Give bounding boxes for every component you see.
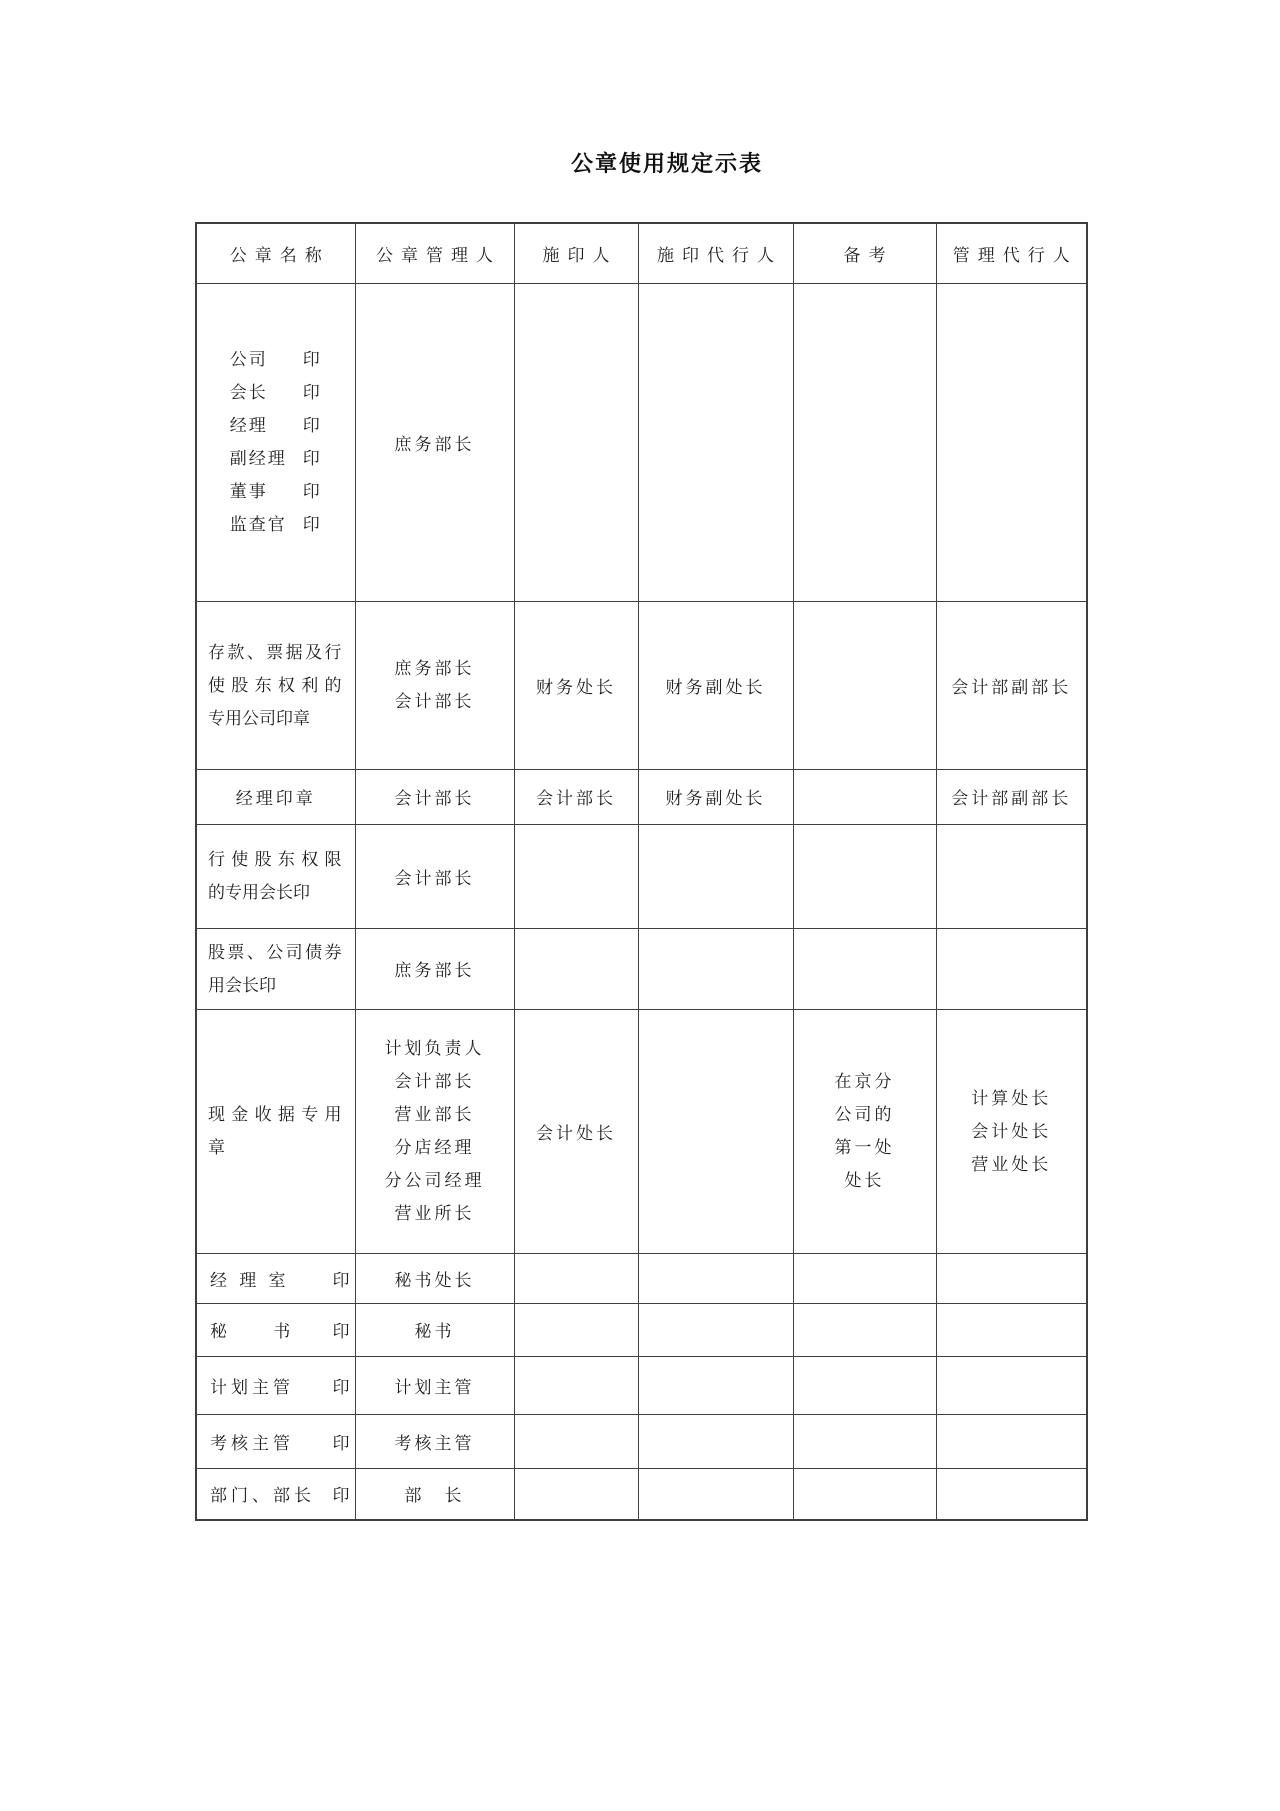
cell-line: 章 [208, 1138, 225, 1157]
table-cell [514, 1253, 638, 1303]
table-cell [196, 1253, 355, 1303]
document-title: 公章使用规定示表 [570, 151, 763, 176]
seal-name: 部门、部长 [210, 1486, 315, 1506]
column-header: 施印代行人 [638, 223, 793, 283]
cell-line: 存款、票据及行 [208, 642, 342, 662]
table-cell [514, 769, 638, 824]
cell-lines [197, 843, 355, 909]
table-cell [638, 1253, 793, 1303]
table-cell [355, 1414, 514, 1468]
table-cell [196, 769, 355, 824]
cell-text: 会计部长 [394, 868, 475, 888]
cell-line: 第一处 [834, 1138, 895, 1157]
seal-line [230, 475, 322, 508]
cell-line: 营业所长 [394, 1204, 475, 1223]
table-cell [196, 928, 355, 1009]
cell-line: 专用公司印章 [208, 708, 310, 728]
cell-line: 现金收据专用 [208, 1105, 342, 1124]
seal-mark: 印 [332, 1377, 350, 1397]
table-cell [355, 1009, 514, 1253]
table-cell [793, 928, 936, 1009]
seal-name: 计划主管 [210, 1377, 294, 1397]
seal-name-block [230, 343, 322, 541]
cell-text: 计划主管 [394, 1377, 475, 1397]
table-cell [355, 601, 514, 769]
cell-line: 庶务部长 [394, 659, 475, 678]
cell-line: 行使股东权限 [208, 850, 342, 869]
table-cell [638, 1468, 793, 1520]
seal-mark: 印 [302, 383, 322, 402]
table-cell [196, 283, 355, 601]
table-cell [638, 1303, 793, 1356]
table-cell [196, 1009, 355, 1253]
seal-mark: 印 [302, 449, 322, 468]
table-cell [936, 1356, 1087, 1414]
seal-name: 副经理 [229, 449, 287, 468]
cell-text: 会计部副部长 [951, 677, 1072, 697]
table-cell [514, 928, 638, 1009]
table-cell [936, 1253, 1087, 1303]
cell-text: 财务处长 [536, 677, 616, 697]
table-cell [196, 824, 355, 928]
table-cell [355, 1253, 514, 1303]
table-cell [793, 1414, 936, 1468]
seal-mark: 印 [332, 1322, 350, 1341]
cell-text: 秘书 [414, 1322, 455, 1341]
table-cell [514, 601, 638, 769]
cell-lines [794, 1065, 936, 1197]
cell-line: 处长 [844, 1171, 885, 1190]
seal-name: 经理 [229, 416, 268, 435]
table-cell [514, 1356, 638, 1414]
cell-line: 会计处长 [971, 1121, 1052, 1141]
cell-text: 会计部副部长 [951, 789, 1072, 808]
column-header: 公章管理人 [355, 223, 514, 283]
table-cell [514, 1468, 638, 1520]
seal-name: 会长 [229, 383, 268, 402]
table-cell [936, 601, 1087, 769]
cell-lines [356, 1032, 514, 1230]
table-cell [196, 1356, 355, 1414]
table-cell [936, 1009, 1087, 1253]
seal-line [230, 508, 322, 541]
cell-text: 秘书处长 [394, 1270, 475, 1290]
cell-line: 计划负责人 [384, 1039, 485, 1058]
table-cell [638, 824, 793, 928]
seal-name: 公司 [229, 350, 268, 369]
seal-usage-table [195, 222, 1088, 1521]
cell-line: 公司的 [834, 1105, 895, 1124]
seal-mark: 印 [302, 515, 322, 534]
cell-lines [197, 936, 355, 1002]
column-header: 管理代行人 [936, 223, 1087, 283]
cell-line: 计算处长 [971, 1088, 1052, 1108]
column-header: 备考 [793, 223, 936, 283]
seal-name: 经 理 室 [210, 1270, 290, 1290]
seal-name: 秘 [210, 1322, 231, 1341]
table-cell [638, 1009, 793, 1253]
table-cell [514, 1414, 638, 1468]
cell-line: 的专用会长印 [208, 883, 310, 902]
table-cell [936, 824, 1087, 928]
table-cell [355, 928, 514, 1009]
table-cell [514, 1303, 638, 1356]
table-cell [793, 1253, 936, 1303]
seal-name: 董事 [229, 482, 268, 501]
table-head [196, 223, 1087, 283]
table-cell [793, 601, 936, 769]
table-cell [514, 283, 638, 601]
table-cell [936, 283, 1087, 601]
cell-text: 会计处长 [536, 1123, 616, 1143]
seal-name: 考核主管 [210, 1433, 294, 1453]
table-cell [793, 769, 936, 824]
table-row [196, 283, 1087, 601]
table-cell [793, 824, 936, 928]
seal-mark: 印 [302, 482, 322, 501]
seal-line [197, 1429, 355, 1454]
seal-mark: 印 [332, 1270, 350, 1290]
cell-line: 使股东权利的 [208, 675, 342, 695]
table-cell [793, 1303, 936, 1356]
cell-lines [937, 1082, 1087, 1181]
seal-mark: 印 [302, 416, 322, 435]
cell-line: 会计部长 [394, 692, 475, 711]
table-cell [638, 1356, 793, 1414]
seal-line [230, 376, 322, 409]
seal-mark: 印 [332, 1433, 350, 1453]
table-row [196, 824, 1087, 928]
cell-lines [197, 636, 355, 735]
seal-mark: 印 [302, 350, 322, 369]
table-row [196, 928, 1087, 1009]
seal-line [230, 343, 322, 376]
table-row [196, 1468, 1087, 1520]
seal-mark: 印 [332, 1486, 350, 1506]
column-header: 施印人 [514, 223, 638, 283]
table-cell [936, 1414, 1087, 1468]
cell-text: 考核主管 [394, 1433, 475, 1453]
table-cell [355, 1356, 514, 1414]
cell-lines [197, 1098, 355, 1164]
seal-line [197, 1317, 355, 1342]
seal-line [197, 1373, 355, 1398]
cell-text: 财务副处长 [665, 677, 766, 697]
table-cell [355, 283, 514, 601]
cell-line: 营业处长 [971, 1154, 1052, 1174]
table-cell [355, 769, 514, 824]
table-cell [793, 1356, 936, 1414]
seal-line [230, 409, 322, 442]
table-cell [638, 769, 793, 824]
table-cell [793, 283, 936, 601]
table-row [196, 601, 1087, 769]
seal-line [230, 442, 322, 475]
table-cell [638, 1414, 793, 1468]
cell-line: 会计部长 [394, 1072, 475, 1091]
table-cell [514, 1009, 638, 1253]
cell-text: 部 长 [404, 1486, 465, 1506]
table-row [196, 1303, 1087, 1356]
cell-text: 庶务部长 [394, 434, 475, 454]
cell-text: 经理印章 [235, 789, 316, 808]
table-cell [196, 601, 355, 769]
seal-name: 监查官 [229, 515, 287, 534]
table-cell [638, 928, 793, 1009]
cell-line: 分公司经理 [384, 1171, 485, 1190]
column-header: 公章名称 [196, 223, 355, 283]
cell-line: 在京分 [834, 1072, 895, 1091]
table-body [196, 283, 1087, 1520]
table-cell [355, 824, 514, 928]
cell-text: 财务副处长 [665, 789, 766, 808]
table-row [196, 1253, 1087, 1303]
cell-line: 用会长印 [208, 975, 276, 995]
seal-line [197, 1481, 355, 1506]
table-row [196, 1356, 1087, 1414]
table-cell [638, 283, 793, 601]
cell-line: 分店经理 [394, 1138, 475, 1157]
table-cell [355, 1303, 514, 1356]
table-cell [196, 1303, 355, 1356]
table-row [196, 1009, 1087, 1253]
cell-text: 会计部长 [394, 789, 475, 808]
table-cell [936, 1303, 1087, 1356]
table-cell [196, 1468, 355, 1520]
table-cell [793, 1468, 936, 1520]
table-cell [514, 824, 638, 928]
table-cell [196, 1414, 355, 1468]
table-cell [793, 1009, 936, 1253]
table-cell [936, 769, 1087, 824]
table-cell [936, 928, 1087, 1009]
cell-text: 庶务部长 [394, 961, 475, 980]
seal-line [197, 1266, 355, 1291]
table-row [196, 1414, 1087, 1468]
cell-lines [356, 652, 514, 718]
table-cell [355, 1468, 514, 1520]
seal-name: 书 [273, 1322, 291, 1341]
table-cell [936, 1468, 1087, 1520]
cell-line: 股票、公司债券 [208, 942, 342, 962]
cell-text: 会计部长 [536, 789, 616, 808]
cell-line: 营业部长 [394, 1105, 475, 1124]
header-row [196, 223, 1087, 283]
table-cell [638, 601, 793, 769]
table-row [196, 769, 1087, 824]
